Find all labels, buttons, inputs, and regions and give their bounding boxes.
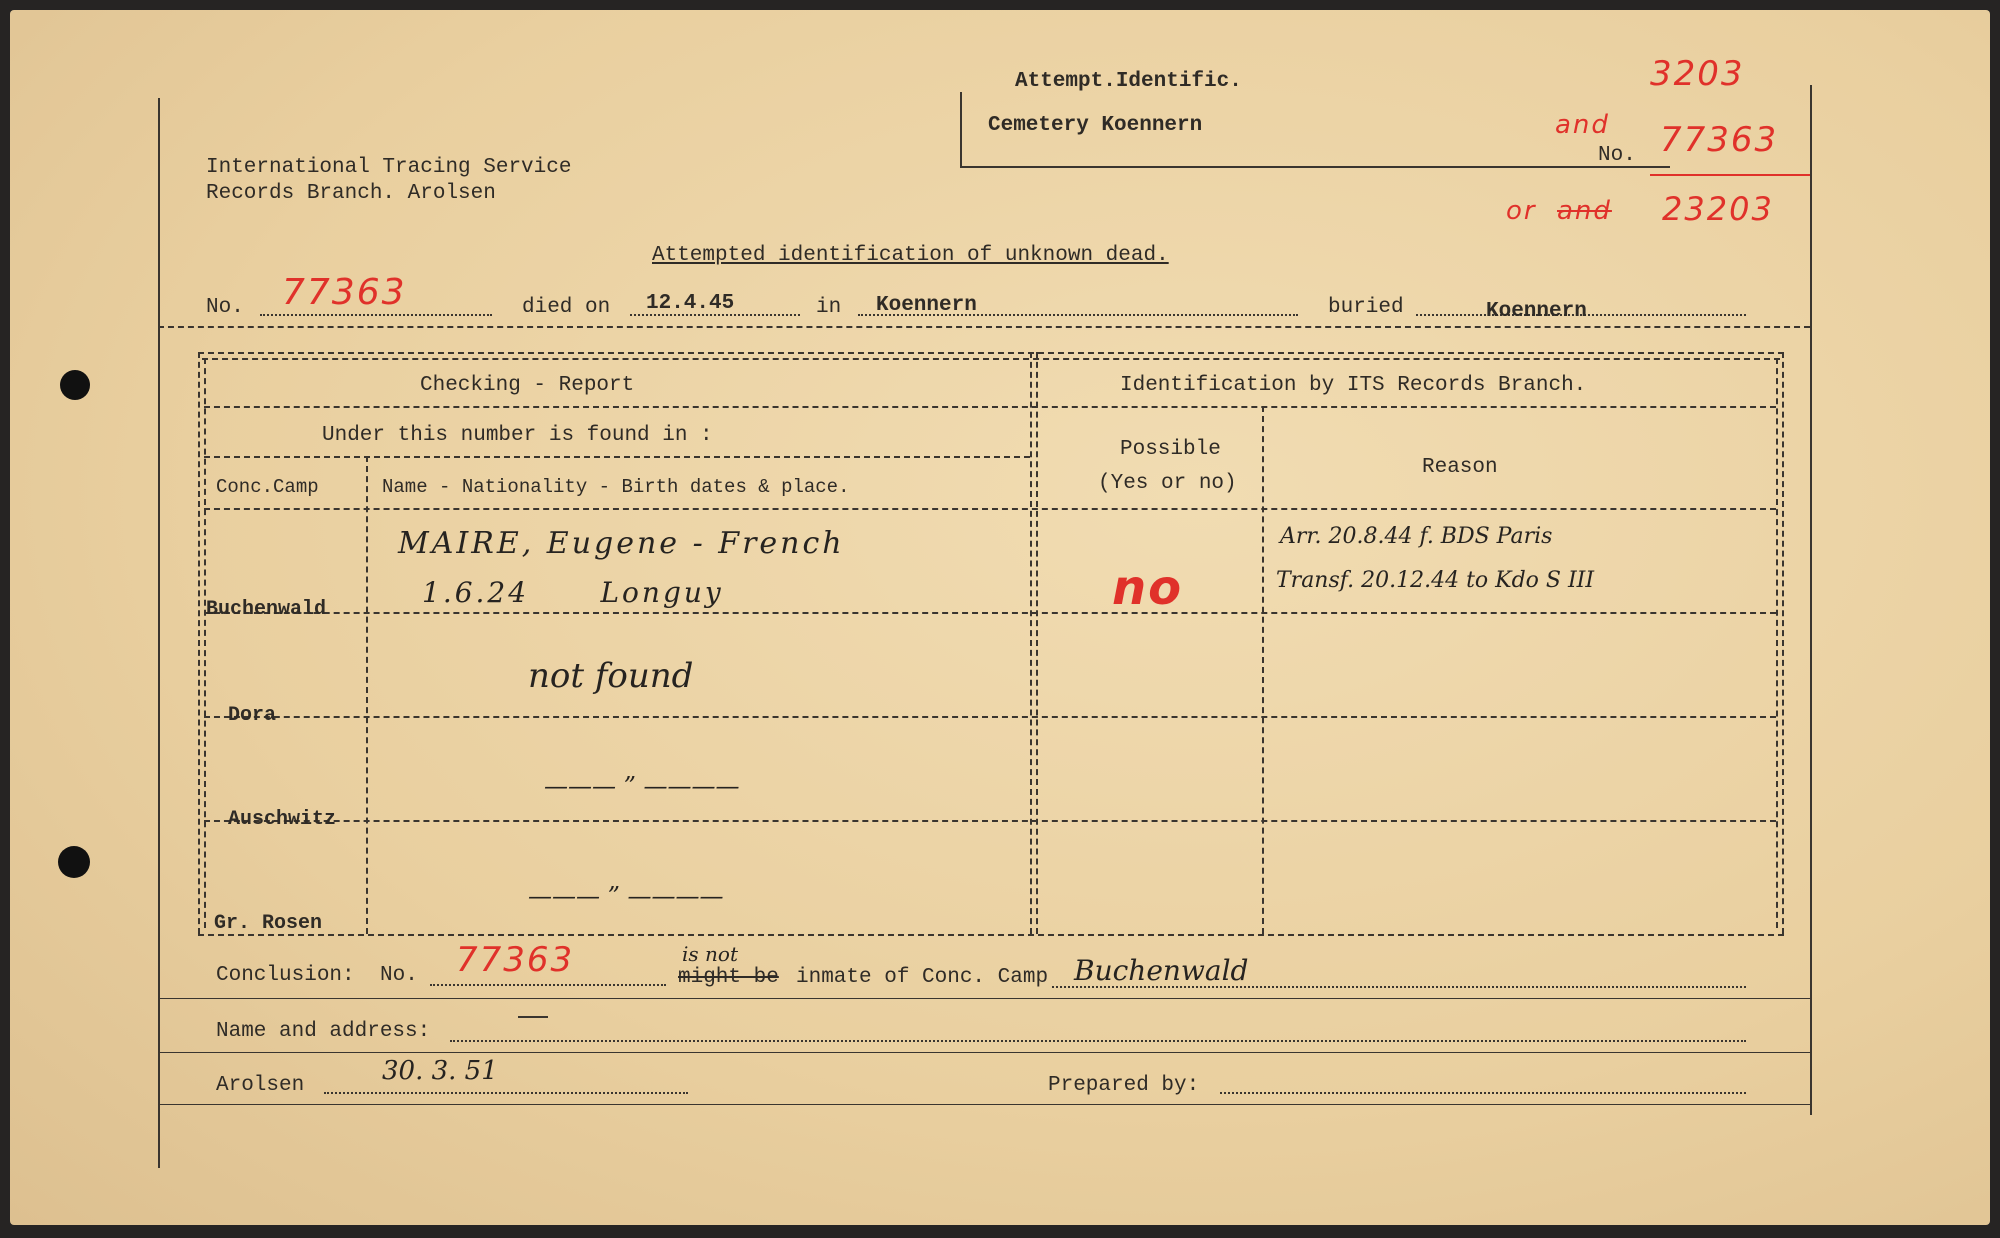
- and-struck-red: and: [1557, 196, 1612, 226]
- record-no-dots: [260, 314, 492, 316]
- conclusion-no-label: No.: [380, 964, 418, 987]
- row-line-2: [204, 716, 1776, 718]
- or-red-label: or: [1506, 196, 1537, 226]
- table-mid-divider-2: [1036, 352, 1038, 934]
- and-red-label: and: [1555, 110, 1610, 140]
- record-no-label: No.: [206, 296, 244, 319]
- name-address-label: Name and address:: [216, 1020, 431, 1043]
- row-1-name-line2: 1.6.24 Longuy: [422, 576, 724, 609]
- name-address-line: [158, 1052, 1810, 1053]
- identification-header: Identification by ITS Records Branch.: [1120, 374, 1587, 397]
- prepared-by-dots: [1220, 1092, 1746, 1094]
- record-separator: [158, 326, 1810, 328]
- arolsen-label: Arolsen: [216, 1074, 305, 1097]
- punch-hole-bottom: [58, 846, 90, 878]
- row-2-name: not found: [528, 656, 694, 696]
- table-mid-divider: [1030, 352, 1032, 934]
- row-2-camp: Dora: [228, 704, 277, 727]
- box-line-1: Attempt.Identific.: [1015, 70, 1242, 93]
- conclusion-no-value: 77363: [456, 940, 575, 980]
- header-row-line-1: [204, 406, 1776, 408]
- reason-col-divider: [1262, 406, 1264, 934]
- header-row-line-3: [204, 508, 1776, 510]
- conclusion-inserted: is not: [682, 942, 738, 966]
- buried-label: buried: [1328, 296, 1404, 319]
- org-line-2: Records Branch. Arolsen: [206, 182, 496, 205]
- col-possible-header: Possible: [1120, 438, 1221, 461]
- camp-col-divider: [366, 456, 368, 934]
- col-name-header: Name - Nationality - Birth dates & place.: [382, 476, 850, 498]
- row-1-name-line1: MAIRE, Eugene - French: [398, 526, 845, 561]
- header-box-bottom: [960, 166, 1670, 168]
- box-line-2: Cemetery Koennern: [988, 114, 1203, 137]
- conclusion-label: Conclusion:: [216, 964, 355, 987]
- record-no-value: 77363: [282, 272, 407, 313]
- in-label: in: [816, 296, 842, 319]
- col-camp-header: Conc.Camp: [216, 476, 319, 498]
- row-1-possible: no: [1112, 560, 1184, 616]
- table-left-2: [204, 358, 206, 928]
- conclusion-line: [158, 998, 1810, 999]
- table-right-2: [1776, 358, 1778, 928]
- conclusion-no-dots: [430, 984, 666, 986]
- red-underline: [1650, 174, 1810, 176]
- buried-value: Koennern: [1486, 300, 1587, 323]
- dash-mark: [518, 1016, 548, 1018]
- row-4-ditto: ——— ” ————: [528, 882, 724, 910]
- left-margin-line: [158, 98, 160, 1168]
- row-3-ditto: ——— ” ————: [544, 772, 740, 800]
- header-row-line-2: [204, 456, 1030, 458]
- table-top-2: [202, 358, 1780, 360]
- row-line-1: [204, 612, 1776, 614]
- col-possible-sub: (Yes or no): [1098, 472, 1237, 495]
- header-no-value: 77363: [1660, 120, 1779, 160]
- arolsen-date: 30. 3. 51: [382, 1056, 498, 1086]
- died-value: 12.4.45: [646, 292, 735, 315]
- found-in-header: Under this number is found in :: [322, 424, 713, 447]
- top-red-number: 3203: [1650, 54, 1745, 94]
- table-right: [1782, 352, 1784, 934]
- header-box-left: [960, 92, 962, 166]
- document-card: [10, 10, 1990, 1225]
- conclusion-struck: might be: [678, 966, 779, 989]
- name-address-dots: [450, 1040, 1746, 1042]
- table-bottom: [198, 934, 1784, 936]
- row-3-camp: Auschwitz: [228, 808, 337, 831]
- prepared-by-label: Prepared by:: [1048, 1074, 1200, 1097]
- checking-report-header: Checking - Report: [420, 374, 635, 397]
- conclusion-rest: inmate of Conc. Camp: [796, 966, 1049, 989]
- row-4-camp: Gr. Rosen: [214, 912, 323, 935]
- row-line-3: [204, 820, 1776, 822]
- row-1-reason-line1: Arr. 20.8.44 f. BDS Paris: [1280, 524, 1553, 549]
- punch-hole-top: [60, 370, 90, 400]
- row-1-camp: Buchenwald: [206, 598, 327, 621]
- org-line-1: International Tracing Service: [206, 156, 572, 179]
- right-border-line: [1810, 85, 1812, 1115]
- header-no-label: No.: [1598, 144, 1636, 167]
- table-top: [198, 352, 1784, 354]
- second-red-number: 23203: [1662, 190, 1774, 228]
- footer-bottom-line: [158, 1104, 1810, 1105]
- conclusion-camp-value: Buchenwald: [1074, 954, 1249, 987]
- died-label: died on: [522, 296, 611, 319]
- in-value: Koennern: [876, 294, 977, 317]
- row-1-reason-line2: Transf. 20.12.44 to Kdo S III: [1276, 568, 1595, 593]
- document-title: Attempted identification of unknown dead.: [652, 244, 1169, 267]
- table-left: [198, 352, 200, 934]
- arolsen-dots: [324, 1092, 688, 1094]
- col-reason-header: Reason: [1422, 456, 1498, 479]
